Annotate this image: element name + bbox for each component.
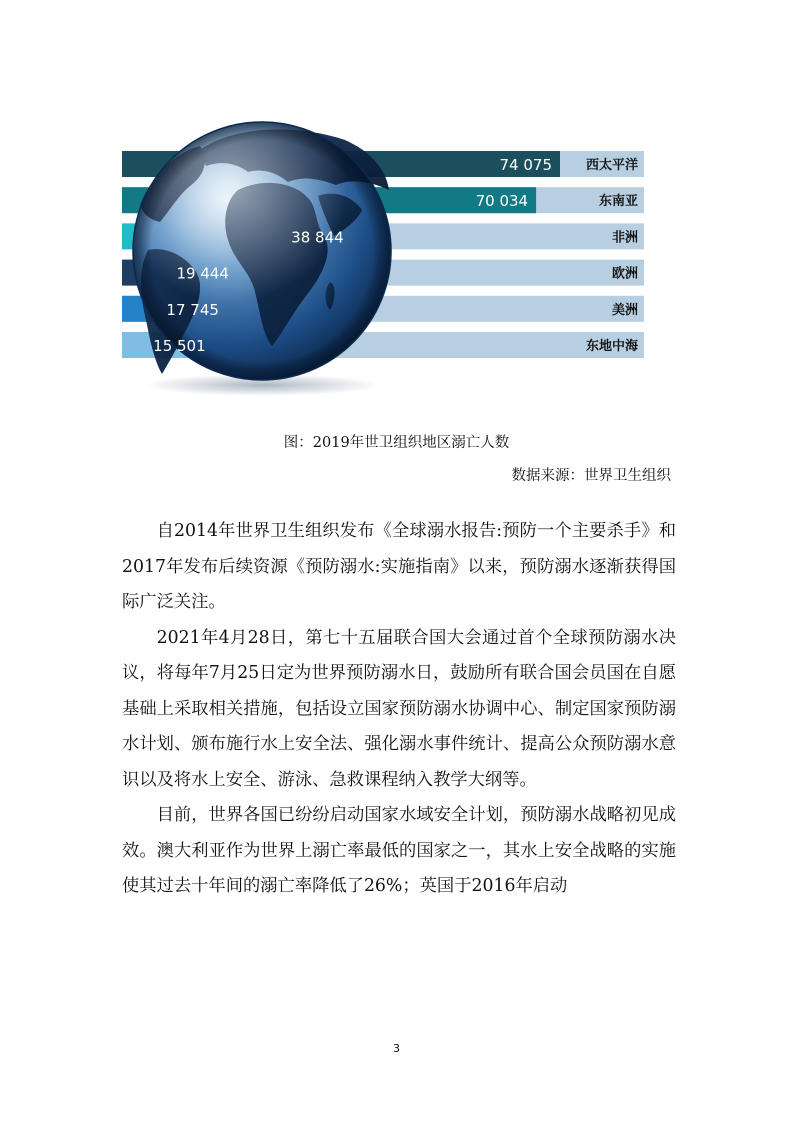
figure-source: 数据来源：世界卫生组织 — [511, 468, 671, 484]
drowning-deaths-chart — [0, 0, 793, 420]
paragraph: 2021年4月28日，第七十五届联合国大会通过首个全球预防溺水决议，将每年7月25日定为世界预防溺水日，鼓励所有联合国会员国在自愿基础上采取相关措施，包括设立国家预防溺水协调中心、制定国家预防溺水计划、颁布施行水上安全法、强化溺水事件统计、提高公众预防溺水意识以及将水上安全、游泳、急救课程纳入教学大纲等。 — [122, 627, 676, 790]
bar-value-label: 19 444 — [176, 264, 229, 283]
paragraph: 自2014年世界卫生组织发布《全球溺水报告:预防一个主要杀手》和2017年发布后续资源《预防溺水:实施指南》以来，预防溺水逐渐获得国际广泛关注。 — [122, 521, 676, 612]
paragraph: 目前，世界各国已纷纷启动国家水域安全计划，预防溺水战略初见成效。澳大利亚作为世界上溺亡率最低的国家之一，其水上安全战略的实施使其过去十年间的溺亡率降低了26%；英国于2016年启动 — [122, 805, 676, 896]
page-number: 3 — [393, 1042, 400, 1055]
bar-value-label: 74 075 — [499, 156, 552, 174]
bar-value-label: 15 501 — [153, 337, 206, 355]
bar-category-label: 美洲 — [611, 302, 638, 318]
bar-category-label: 西太平洋 — [585, 158, 638, 173]
body-text — [122, 514, 676, 905]
bar-category-label: 东地中海 — [585, 339, 638, 354]
bar-value-label: 38 844 — [291, 228, 344, 247]
bar-value-label: 17 745 — [166, 300, 219, 319]
bar-category-label: 东南亚 — [598, 194, 638, 210]
bar-value-label: 70 034 — [475, 192, 529, 211]
bar-category-label: 非洲 — [611, 230, 638, 246]
bar-category-label: 欧洲 — [611, 266, 638, 282]
figure-caption: 图：2019年世卫组织地区溺亡人数 — [283, 435, 510, 451]
